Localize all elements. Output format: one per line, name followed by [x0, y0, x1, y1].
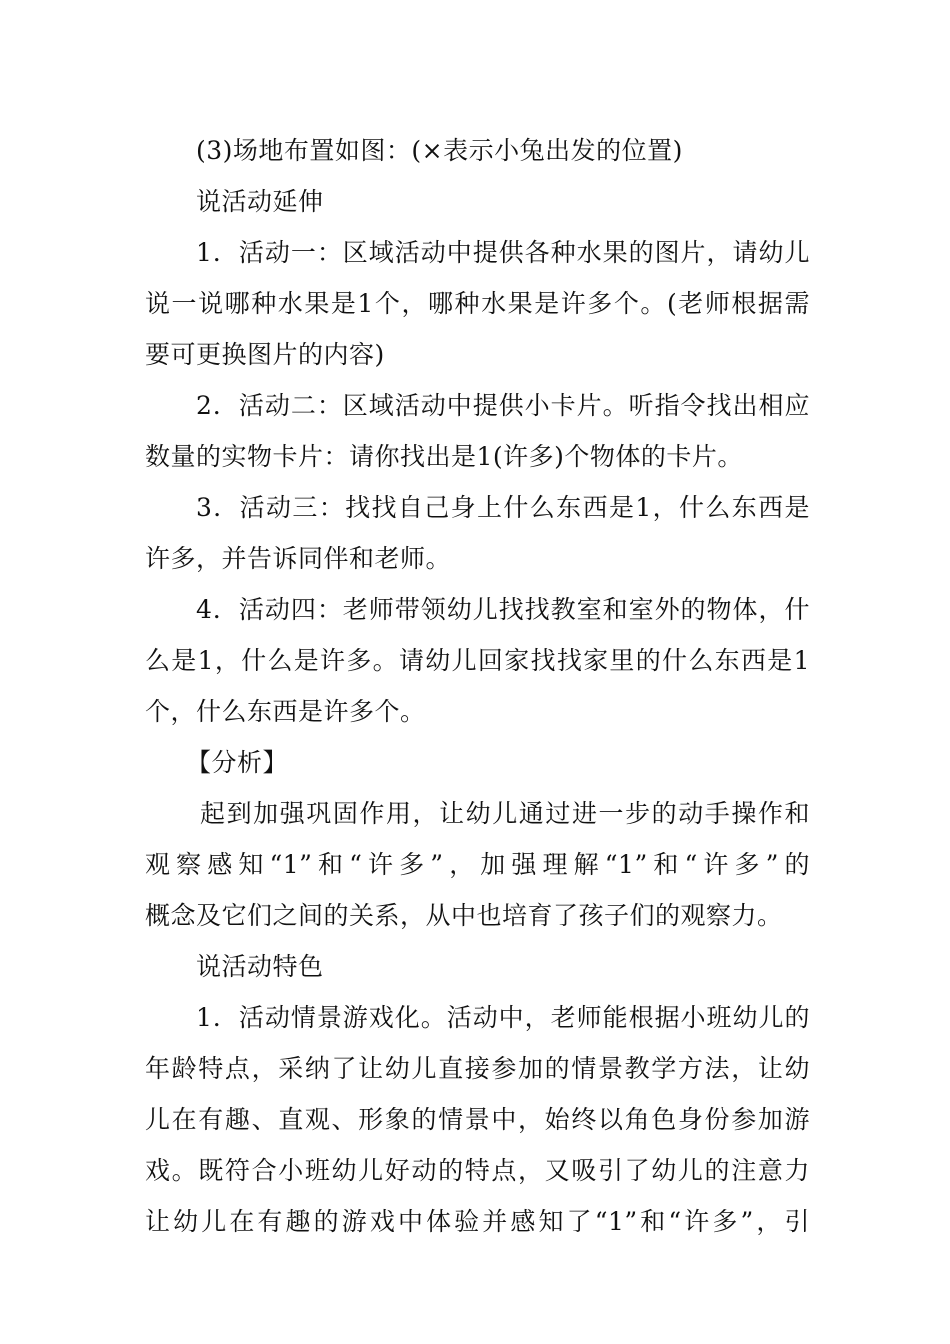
- paragraph-line: 年龄特点，采纳了让幼儿直接参加的情景教学方法，让幼: [145, 1054, 810, 1083]
- paragraph-line: 2．活动二：区域活动中提供小卡片。听指令找出相应: [196, 391, 810, 420]
- paragraph-line: 戏。既符合小班幼儿好动的特点，又吸引了幼儿的注意力: [145, 1156, 810, 1185]
- paragraph-line: 许多，并告诉同伴和老师。: [145, 544, 452, 573]
- paragraph-line: 4．活动四：老师带领幼儿找找教室和室外的物体，什: [196, 595, 810, 624]
- paragraph-line: 个，什么东西是许多个。: [145, 697, 426, 726]
- paragraph-line: 数量的实物卡片：请你找出是1(许多)个物体的卡片。: [145, 442, 743, 471]
- paragraph-line: 么是1，什么是许多。请幼儿回家找找家里的什么东西是1: [145, 646, 810, 675]
- paragraph-line: 观察感知“1”和“许多”，加强理解“1”和“许多”的: [145, 850, 810, 879]
- paragraph-line: 让幼儿在有趣的游戏中体验并感知了“1”和“许多”，引: [145, 1207, 810, 1236]
- paragraph-line: 1．活动情景游戏化。活动中，老师能根据小班幼儿的: [196, 1003, 810, 1032]
- section-heading: 说活动特色: [196, 952, 324, 981]
- section-heading: 【分析】: [186, 748, 289, 777]
- paragraph-line: 概念及它们之间的关系，从中也培育了孩子们的观察力。: [145, 901, 783, 930]
- paragraph-line: 3．活动三：找找自己身上什么东西是1，什么东西是: [196, 493, 810, 522]
- section-heading: 说活动延伸: [196, 187, 324, 216]
- paragraph-line: 儿在有趣、直观、形象的情景中，始终以角色身份参加游: [145, 1105, 810, 1134]
- paragraph-line: 1．活动一：区域活动中提供各种水果的图片，请幼儿: [196, 238, 810, 267]
- paragraph-line: (3)场地布置如图：(×表示小兔出发的位置): [196, 136, 683, 165]
- paragraph-line: 要可更换图片的内容): [145, 340, 385, 369]
- paragraph-line: 起到加强巩固作用，让幼儿通过进一步的动手操作和: [200, 799, 810, 828]
- paragraph-line: 说一说哪种水果是1个，哪种水果是许多个。(老师根据需: [145, 289, 810, 318]
